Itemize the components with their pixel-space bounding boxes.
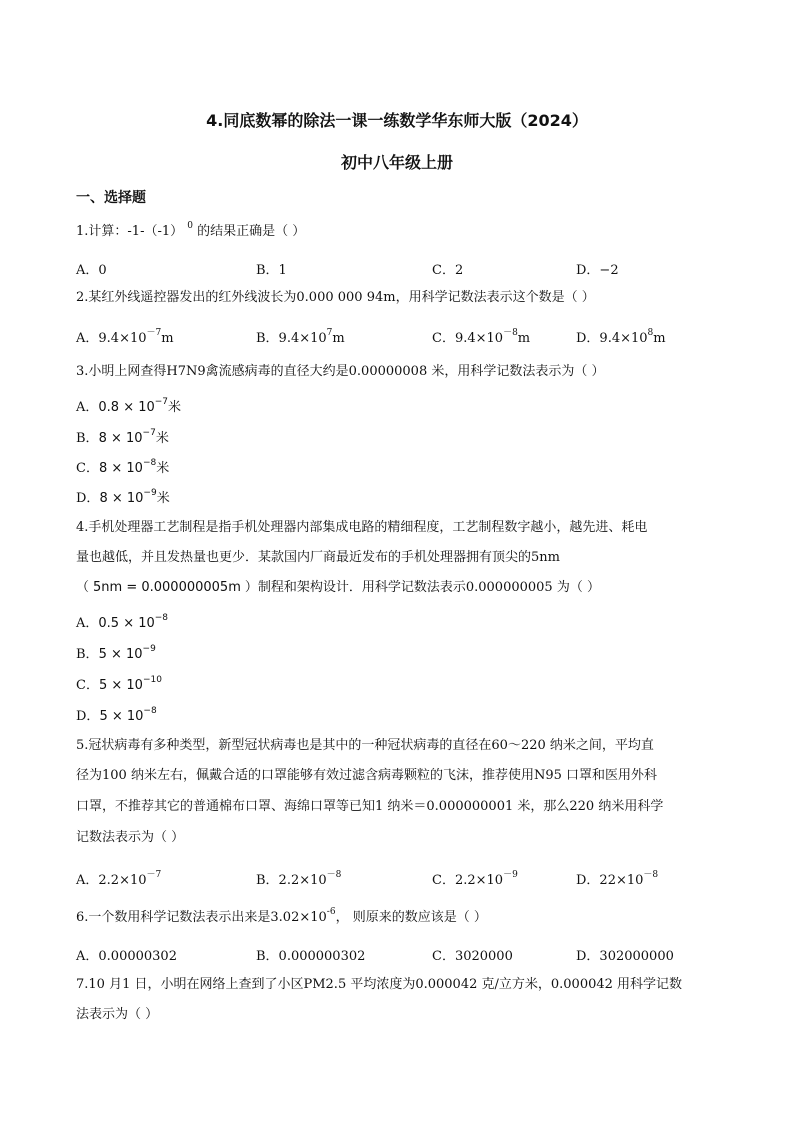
option-a: A．0 xyxy=(76,263,107,278)
option-d: D．−2 xyxy=(576,263,619,278)
option-base: C．2.2×10 xyxy=(432,873,504,888)
option-d xyxy=(576,327,666,346)
question-5-line-3: 口罩，不推荐其它的普通棉布口罩、海绵口罩等已知1 纳米＝0.000000001 米，那么220 纳米用科学 xyxy=(76,799,664,814)
option-prefix: D． xyxy=(76,709,100,724)
question-4-line-2: 量也越低，并且发热量也更少．某款国内厂商最近发布的手机处理器拥有顶尖的5nm xyxy=(76,550,560,565)
option-exponent: −9 xyxy=(143,487,157,498)
option-a: A．0.00000302 xyxy=(76,949,177,964)
option-b: B．0.000000302 xyxy=(256,949,366,964)
option-base: 8 × 10 xyxy=(98,431,143,446)
question-6-options xyxy=(76,945,720,965)
option-b: B．1 xyxy=(256,263,287,278)
option-base: 5 × 10 xyxy=(98,678,143,693)
question-1-text-end: 的结果正确是（ ） xyxy=(197,224,306,239)
option-base: 8 × 10 xyxy=(99,491,144,506)
question-1-text: 1.计算：-1-（-1） xyxy=(76,224,184,239)
option-b xyxy=(76,643,156,662)
option-prefix: A． xyxy=(76,616,99,631)
option-unit: 米 xyxy=(168,400,182,415)
option-c xyxy=(432,327,530,346)
document-subtitle: 初中八年级上册 xyxy=(340,153,453,172)
option-prefix: C． xyxy=(76,461,99,476)
option-unit: 米 xyxy=(156,491,170,506)
question-2: 2.某红外线遥控器发出的红外线波长为0.000 000 94m，用科学记数法表示这个数是（ ） xyxy=(76,290,595,305)
option-base: B．9.4×10 xyxy=(256,331,327,346)
option-base: C．9.4×10 xyxy=(432,331,504,346)
question-5-line-1: 5.冠状病毒有多种类型，新型冠状病毒也是其中的一种冠状病毒的直径在60～220 纳米之间，平均直 xyxy=(76,738,654,753)
section-heading: 一、选择题 xyxy=(76,190,146,206)
option-base: 5 × 10 xyxy=(99,709,144,724)
option-base: 0.5 × 10 xyxy=(98,616,155,631)
option-c xyxy=(76,457,169,476)
option-exponent: －8 xyxy=(326,869,342,880)
option-prefix: B． xyxy=(76,647,99,662)
option-unit: 米 xyxy=(155,431,169,446)
option-a xyxy=(76,612,168,631)
option-exponent: −7 xyxy=(154,396,169,407)
option-unit: m xyxy=(517,331,531,346)
option-unit: m xyxy=(653,331,666,346)
question-7-line-2: 法表示为（ ） xyxy=(76,1007,159,1022)
option-b xyxy=(256,327,345,346)
document-title: 4.同底数幂的除法一课一练数学华东师大版（2024） xyxy=(206,111,588,130)
option-exponent: −8 xyxy=(154,612,169,623)
question-1-exponent: 0 xyxy=(187,220,193,231)
option-unit: m xyxy=(161,331,174,346)
question-5-line-4: 记数法表示为（ ） xyxy=(76,830,185,845)
option-prefix: A． xyxy=(76,400,99,415)
question-4-line-1: 4.手机处理器工艺制程是指手机处理器内部集成电路的精细程度，工艺制程数字越小，越先进、耗电 xyxy=(76,520,648,535)
option-b xyxy=(256,869,341,888)
option-exponent: －7 xyxy=(146,869,162,880)
option-d: D．302000000 xyxy=(576,949,674,964)
option-c: C．2 xyxy=(432,263,464,278)
option-base: 5 × 10 xyxy=(98,647,143,662)
option-exponent: －7 xyxy=(146,327,162,338)
option-base: 0.8 × 10 xyxy=(98,400,155,415)
option-exponent: −10 xyxy=(142,674,162,685)
option-prefix: C． xyxy=(76,678,99,693)
option-prefix: B． xyxy=(76,431,99,446)
option-exponent: −8 xyxy=(142,457,157,468)
question-5-options xyxy=(76,869,720,889)
question-2-options xyxy=(76,327,720,347)
question-6-text-end: ， 则原来的数应该是（ ） xyxy=(335,910,487,925)
option-exponent: −9 xyxy=(142,643,156,654)
option-unit: m xyxy=(332,331,345,346)
option-exponent: －9 xyxy=(503,869,518,880)
question-7-line-1: 7.10 月1 日，小明在网络上查到了小区PM2.5 平均浓度为0.000042 克/立方米，0.000042 用科学记数 xyxy=(76,977,683,992)
option-exponent: −7 xyxy=(142,427,156,438)
option-c xyxy=(76,674,162,693)
question-4-line-3 xyxy=(76,578,720,598)
option-exponent: －8 xyxy=(643,869,659,880)
option-d xyxy=(576,869,658,888)
option-exponent: 7 xyxy=(326,327,333,338)
question-6-text: 6.一个数用科学记数法表示出来是3.02×10 xyxy=(76,910,327,925)
option-d xyxy=(76,705,157,724)
option-base: A．2.2×10 xyxy=(76,873,147,888)
question-4-text-end: ）制程和架构设计．用科学记数法表示0.000000005 为（ ） xyxy=(244,580,600,595)
option-exponent: −8 xyxy=(143,705,157,716)
option-a xyxy=(76,396,181,415)
option-a xyxy=(76,327,174,346)
option-a xyxy=(76,869,161,888)
question-5-line-2: 径为100 纳米左右，佩戴合适的口罩能够有效过滤含病毒颗粒的飞沫，推荐使用N95 口罩和医用外科 xyxy=(76,768,657,783)
option-c: C．3020000 xyxy=(432,949,513,964)
option-c xyxy=(432,869,518,888)
question-4-formula: 5nm = 0.000000005m xyxy=(93,580,241,595)
option-prefix: D． xyxy=(76,491,100,506)
option-d xyxy=(76,487,170,506)
option-base: D．9.4×10 xyxy=(576,331,648,346)
option-base: B．2.2×10 xyxy=(256,873,327,888)
option-base: A．9.4×10 xyxy=(76,331,147,346)
option-base: D．22×10 xyxy=(576,873,644,888)
question-1-options xyxy=(76,259,720,279)
question-1 xyxy=(76,222,720,242)
question-3: 3.小明上网查得H7N9禽流感病毒的直径大约是0.00000008 米，用科学记数法表示为（ ） xyxy=(76,364,605,379)
option-unit: 米 xyxy=(156,461,170,476)
option-b xyxy=(76,427,169,446)
question-6-exponent: -6 xyxy=(326,906,336,917)
question-4-paren: （ xyxy=(76,580,90,595)
option-exponent: 8 xyxy=(647,327,654,338)
option-base: 8 × 10 xyxy=(98,461,143,476)
option-exponent: －8 xyxy=(503,327,518,338)
question-6 xyxy=(76,908,720,928)
